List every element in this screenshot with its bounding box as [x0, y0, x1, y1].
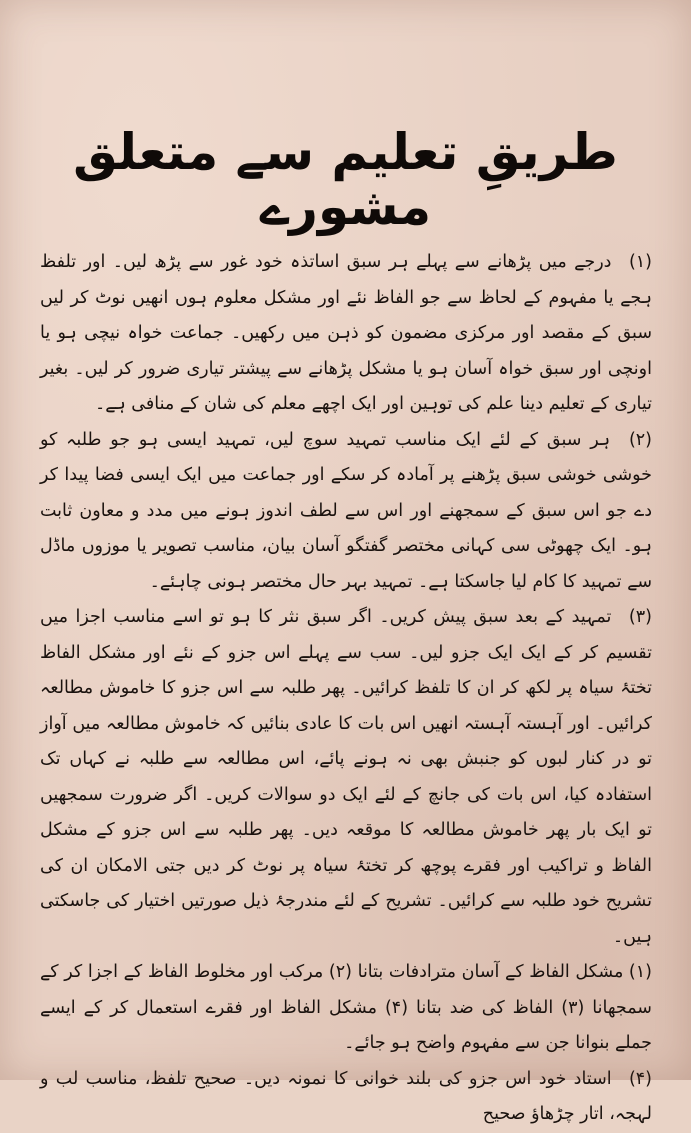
- paragraph-number: (۳): [628, 607, 652, 627]
- title-block: [0, 125, 691, 235]
- paragraph-number: (۲): [628, 429, 652, 450]
- paragraph-text: درجے میں پڑھانے سے پہلے ہر سبق اساتذہ خود غور سے پڑھ لیں۔ اور تلفظ ہجے یا مفہوم کے لحاظ سے جو الفاظ نئے اور مشکل معلوم ہوں انھیں نوٹ کر لیں سبق کے مقصد اور مرکزی مضمون کو ذہن میں رکھیں۔ جماعت خواہ نیچی ہو یا اونچی اور سبق خواہ آسان ہو یا مشکل پڑھانے سے پیشتر تیاری ضرور کر لیں۔ بغیر تیاری کے تعلیم دینا علم کی توہین اور ایک اچھے معلم کی شان کے منافی ہے۔: [40, 252, 652, 414]
- paragraph-text: استاد خود اس جزو کی بلند خوانی کا نمونہ دیں۔ صحیح تلفظ، مناسب لب و لہجہ، اتار چڑھاؤ صحیح: [40, 1068, 652, 1124]
- paragraph-text: تمہید کے بعد سبق پیش کریں۔ اگر سبق نثر کا ہو تو اسے مناسب اجزا میں تقسیم کر کے ایک ایک جزو لیں۔ سب سے پہلے اس جزو کے نئے اور مشکل الفاظ تختۂ سیاہ پر لکھ کر ان کا تلفظ کرائیں۔ پھر طلبہ سے اس جزو کا خاموش مطالعہ کرائیں۔ اور آہستہ آہستہ انھیں اس بات کا عادی بنائیں کہ خاموش مطالعہ میں آواز تو در کنار لبوں کو جنبش بھی نہ ہونے پائے، اس مطالعہ سے طلبہ نے کہاں تک استفادہ کیا، اس بات کی جانچ کے لئے ایک دو سوالات کریں۔ اگر ضرورت سمجھیں تو ایک بار پھر خاموش مطالعہ کا موقعہ دیں۔ پھر طلبہ سے اس جزو کے مشکل الفاظ و تراکیب اور فقرے پوچھ کر تختۂ سیاہ پر نوٹ کر دیں جتی الامکان ان کی تشریح خود طلبہ سے کرائیں۔ تشریح کے لئے مندرجۂ ذیل صورتیں اختیار کی جاسکتی ہیں۔: [40, 607, 652, 947]
- paragraph-3: [40, 600, 652, 955]
- paragraph-4: [40, 1062, 652, 1133]
- paragraph-number: (۱): [628, 252, 652, 272]
- paragraph-1: [40, 245, 652, 423]
- paragraph-text: ہر سبق کے لئے ایک مناسب تمہید سوچ لیں، تمہید ایسی ہو جو طلبہ کو خوشی خوشی سبق پڑھنے پر آمادہ کر سکے اور جماعت میں ایک ایسی فضا پیدا کر دے جو اس سبق کے سمجھنے اور اس سے لطف اندوز ہونے میں مدد و معاون ثابت ہو۔ ایک چھوٹی سی کہانی مختصر گفتگو آسان بیان، مناسب تصویر یا موزوں ماڈل سے تمہید کا کام لیا جاسکتا ہے۔ تمہید بہر حال مختصر ہونی چاہئے۔: [40, 429, 652, 592]
- body-text: [40, 245, 652, 1133]
- paragraph-2: [40, 423, 652, 601]
- methods-list: (۱) مشکل الفاظ کے آسان مترادفات بتانا (۲) مرکب اور مخلوط الفاظ کے اجزا کر کے سمجھانا (۳) الفاظ کی ضد بتانا (۴) مشکل الفاظ اور فقرے استعمال کر کے ایسے جملے بنوانا جن سے مفہوم واضح ہو جائے۔: [40, 962, 652, 1053]
- paragraph-number: (۴): [628, 1068, 652, 1089]
- page-title: طریقِ تعلیم سے متعلق مشورے: [73, 123, 618, 236]
